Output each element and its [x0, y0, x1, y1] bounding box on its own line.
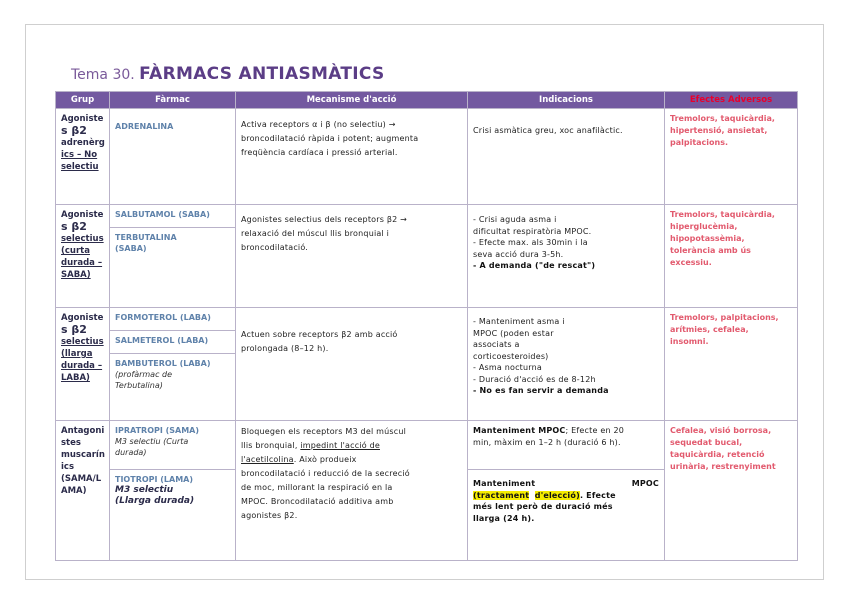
drug-note: durada) — [115, 448, 147, 457]
header-group: Grup — [56, 92, 110, 109]
table-row — [56, 421, 798, 561]
indication-line: més lent però de duració més — [473, 502, 613, 511]
drug-note: Terbutalina) — [115, 381, 163, 390]
indication-line: - No es fan servir a demanda — [473, 386, 609, 395]
adverse-line: arítmies, cefalea, — [670, 325, 749, 334]
adverse-cell — [665, 421, 798, 561]
title-main: FÀRMACS ANTIASMÀTICS — [139, 64, 385, 84]
indication-line: min, màxim en 1–2 h (duració 6 h). — [473, 437, 621, 447]
mechanism-line: broncodilatació i reducció de la secreció — [241, 469, 410, 478]
group-line: adrenèrg — [61, 138, 105, 148]
mechanism-line: freqüència cardíaca i pressió arterial. — [241, 148, 398, 157]
group-line: Agoniste — [61, 210, 104, 220]
indication-line: - Duració d'acció es de 8-12h — [473, 374, 596, 384]
drug-name: IPRATROPI (SAMA) — [115, 426, 200, 435]
drug-entry — [110, 421, 235, 469]
group-line: s β2 — [61, 220, 87, 233]
mechanism-line: Bloquegen els receptors M3 del múscul — [241, 427, 407, 436]
header-indications: Indicacions — [468, 92, 665, 109]
adverse-line: urinària, restrenyiment — [670, 462, 776, 471]
drug-name: (SABA) — [115, 244, 147, 253]
indication-bold: . Efecte — [579, 490, 616, 500]
mechanism-line: agonistes β2. — [241, 511, 298, 520]
drug-name: BAMBUTEROL (LABA) — [115, 359, 211, 368]
group-line: LABA) — [61, 373, 90, 383]
mechanism-line: broncodilatació. — [241, 243, 309, 252]
drug-entry — [110, 227, 235, 258]
indication-line: Crisi asmàtica greu, xoc anafilàctic. — [473, 126, 623, 135]
mechanism-text: llis bronquial, — [241, 441, 301, 450]
group-cell — [56, 205, 110, 308]
indication-highlight: d'elecció) — [534, 490, 580, 500]
mechanism-line: de moc, millorant la respiració en la — [241, 483, 393, 492]
mechanism-underlined: impedint l'acció de — [300, 441, 380, 450]
group-line: muscarín — [61, 450, 105, 460]
indication-line: llarga (24 h). — [473, 513, 535, 523]
drug-entry — [110, 353, 235, 395]
drug-cell — [110, 421, 236, 561]
mechanism-line — [241, 453, 462, 467]
mechanism-line: Agonistes selectius dels receptors β2 → — [241, 215, 408, 224]
mechanism-cell — [236, 421, 468, 561]
group-line: Antagoni — [61, 426, 105, 436]
indication-line: - Crisi aguda asma i — [473, 215, 557, 224]
drug-note: (profàrmac de — [115, 370, 173, 379]
drug-name: ADRENALINA — [115, 122, 174, 131]
group-line: (SAMA/L — [61, 474, 102, 484]
page-title — [71, 64, 385, 84]
indication-highlight: (tractament — [473, 490, 530, 500]
mechanism-line — [241, 439, 462, 453]
indications-cell — [468, 308, 665, 421]
group-line: (llarga — [61, 349, 93, 359]
group-line: ics – No — [61, 150, 98, 160]
header-drug: Fàrmac — [110, 92, 236, 109]
group-cell — [56, 109, 110, 205]
indication-line: dificultat respiratòria MPOC. — [473, 226, 592, 236]
adverse-cell — [665, 109, 798, 205]
mechanism-cell — [236, 205, 468, 308]
title-prefix: Tema 30. — [71, 67, 140, 83]
indication-line — [473, 490, 659, 502]
group-line: SABA) — [61, 270, 91, 280]
drug-name: TERBUTALINA — [115, 233, 177, 242]
indication-line: corticoesteroides) — [473, 351, 549, 361]
drug-name: SALMETEROL (LABA) — [115, 336, 209, 345]
group-line: durada – — [61, 361, 103, 371]
header-adverse: Efectes Adversos — [665, 92, 798, 109]
indication-line: - Efecte max. als 30min i la — [473, 238, 588, 247]
drug-entry — [110, 308, 235, 330]
drug-note: M3 selectiu (Curta — [115, 437, 189, 446]
drug-cell — [110, 308, 236, 421]
drug-cell — [110, 205, 236, 308]
group-line: selectius — [61, 234, 104, 244]
group-line: s β2 — [61, 323, 87, 336]
group-line: s β2 — [61, 124, 87, 137]
mechanism-line: prolongada (8–12 h). — [241, 344, 329, 353]
mechanism-line: Activa receptors α i β (no selectiu) → — [241, 120, 396, 129]
adverse-line: Tremolors, taquicàrdia, — [670, 114, 775, 123]
group-line: stes — [61, 438, 81, 448]
group-line: selectiu — [61, 162, 99, 172]
group-line: ics — [61, 462, 75, 472]
adverse-line: sequedat bucal, — [670, 438, 743, 447]
drug-entry — [110, 469, 235, 511]
adverse-line: Tremolors, taquicàrdia, — [670, 210, 775, 219]
adverse-line: tolerància amb ús — [670, 246, 751, 255]
adverse-line: Tremolors, palpitacions, — [670, 313, 779, 322]
adverse-cell — [665, 308, 798, 421]
mechanism-line: MPOC. Broncodilatació additiva amb — [241, 497, 394, 506]
drug-entry — [110, 330, 235, 353]
drug-entry — [110, 205, 235, 227]
drug-note: (Llarga durada) — [115, 496, 195, 506]
indications-cell — [468, 205, 665, 308]
adverse-cell — [665, 205, 798, 308]
header-mechanism: Mecanisme d'acció — [236, 92, 468, 109]
drug-note: M3 selectiu — [115, 485, 174, 495]
table-row — [56, 308, 798, 421]
group-line: Agoniste — [61, 114, 104, 124]
drug-name: SALBUTAMOL (SABA) — [115, 210, 210, 219]
indication-line — [473, 425, 659, 437]
table-row — [56, 205, 798, 308]
drug-cell — [110, 109, 236, 205]
indication-block — [468, 469, 664, 528]
adverse-line: insomni. — [670, 337, 709, 346]
mechanism-cell — [236, 109, 468, 205]
mechanism-text: . Això produeix — [293, 455, 357, 464]
indication-line: seva acció dura 3-5h. — [473, 249, 564, 259]
indication-block — [468, 421, 664, 469]
adverse-line: palpitacions. — [670, 138, 729, 147]
indication-line — [473, 478, 659, 490]
group-line: selectius — [61, 337, 104, 347]
group-line: Agoniste — [61, 313, 104, 323]
adverse-line: taquicàrdia, retenció — [670, 450, 765, 459]
mechanism-underlined: l'acetilcolina — [241, 455, 294, 464]
group-cell — [56, 308, 110, 421]
indication-line: associats a — [473, 340, 520, 349]
indication-line: MPOC (poden estar — [473, 328, 554, 338]
drug-name: FORMOTEROL (LABA) — [115, 313, 211, 322]
table-row — [56, 109, 798, 205]
indication-line: - Manteniment asma i — [473, 317, 565, 326]
adverse-line: hipertensió, ansietat, — [670, 126, 768, 135]
table-header-row — [56, 92, 798, 109]
indication-bold: MPOC — [631, 479, 659, 488]
mechanism-line: Actuen sobre receptors β2 amb acció — [241, 330, 398, 339]
indication-line: - A demanda ("de rescat") — [473, 261, 596, 270]
group-line: (curta — [61, 246, 90, 256]
adverse-line: hipopotassèmia, — [670, 234, 745, 243]
group-line: durada – — [61, 258, 103, 268]
indication-line: - Asma nocturna — [473, 363, 542, 372]
indication-bold: Manteniment — [473, 479, 536, 488]
adverse-line: Cefalea, visió borrosa, — [670, 426, 772, 435]
mechanism-cell — [236, 308, 468, 421]
indications-cell — [468, 109, 665, 205]
mechanism-line: broncodilatació ràpida i potent; augmenta — [241, 134, 419, 143]
adverse-line: hiperglucèmia, — [670, 222, 738, 231]
indications-cell — [468, 421, 665, 561]
indication-text: ; Efecte en 20 — [565, 426, 625, 435]
group-cell — [56, 421, 110, 561]
adverse-line: excessiu. — [670, 258, 712, 267]
group-line: AMA) — [61, 486, 87, 496]
mechanism-line: relaxació del múscul llis bronquial i — [241, 229, 390, 238]
drug-name: TIOTROPI (LAMA) — [115, 475, 194, 484]
indication-bold: Manteniment MPOC — [473, 426, 566, 435]
drug-table — [55, 91, 798, 561]
